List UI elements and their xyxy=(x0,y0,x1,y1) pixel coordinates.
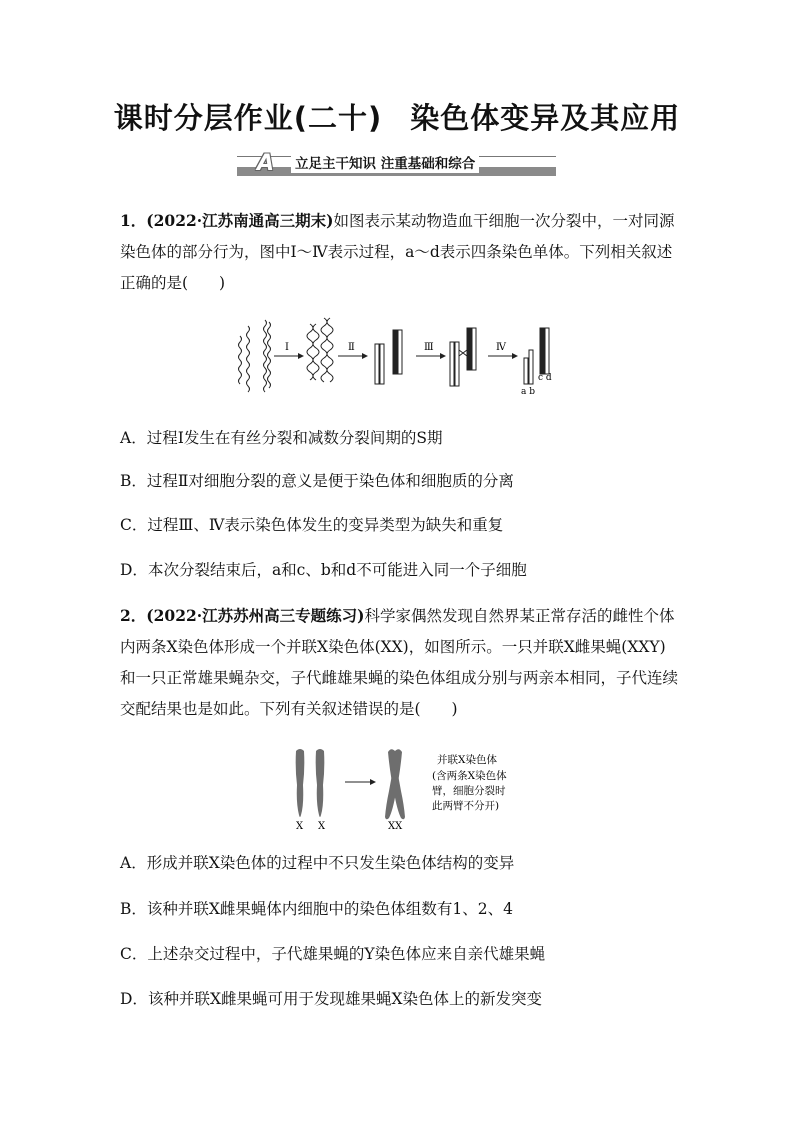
arrow-3-head-icon xyxy=(440,353,446,359)
stage-condensed xyxy=(375,330,402,384)
option-label: C． xyxy=(120,945,148,963)
option-text: 该种并联X雌果蝇可用于发现雄果蝇X染色体上的新发突变 xyxy=(147,990,543,1008)
question-2-number: 2． xyxy=(120,606,147,625)
question-2 xyxy=(120,600,680,725)
option-text: 本次分裂结束后，a和c、b和d不可能进入同一个子细胞 xyxy=(147,561,527,579)
question-2-option-b[interactable] xyxy=(120,899,513,919)
figure-chromosome-process xyxy=(230,312,565,404)
question-1-stem: 如图表示某动物造血干细胞一次分裂中，一对同源染色体的部分行为，图中Ⅰ～Ⅳ表示过程，a～d表示四条染色单体。下列相关叙述正确的是( ) xyxy=(120,212,675,292)
step-label-1: Ⅰ xyxy=(285,342,289,353)
step-label-2: Ⅱ xyxy=(348,342,355,353)
title-topic: 染色体变异及其应用 xyxy=(410,101,681,135)
xx-label: XX xyxy=(388,821,403,832)
step-label-4: Ⅳ xyxy=(496,342,506,353)
stage-chromatin xyxy=(239,320,271,392)
page-title xyxy=(0,96,794,137)
option-label: C． xyxy=(120,516,148,534)
caption-line-4: 此两臂不分开) xyxy=(432,800,500,812)
option-text: 该种并联X雌果蝇体内细胞中的染色体组数有1、2、4 xyxy=(146,900,514,918)
question-1-option-a[interactable] xyxy=(120,428,442,448)
question-2-source: (2022·江苏苏州高三专题练习) xyxy=(146,606,365,625)
question-2-option-a[interactable] xyxy=(120,853,514,873)
question-2-option-d[interactable] xyxy=(120,989,542,1009)
option-text: 过程Ⅰ发生在有丝分裂和减数分裂间期的S期 xyxy=(146,429,443,447)
section-banner xyxy=(237,153,556,176)
option-text: 形成并联X染色体的过程中不只发生染色体结构的变异 xyxy=(146,854,515,872)
banner-text: 立足主干知识 注重基础和综合 xyxy=(291,155,479,173)
figure-attached-x xyxy=(285,745,520,835)
question-2-stem: 科学家偶然发现自然界某正常存活的雌性个体内两条X染色体形成一个并联X染色体(XX)，如图所示。一只并联X雌果蝇(XXY)和一只正常雄果蝇杂交，子代雌雄果蝇的染色体组成分别与两亲本相同，子代连续交配结果也是如此。下列有关叙述错误的是( ) xyxy=(120,607,679,718)
question-1-option-d[interactable] xyxy=(120,560,527,580)
caption-line-3: 臂，细胞分裂时 xyxy=(432,785,506,797)
option-label: A． xyxy=(120,854,147,872)
option-label: B． xyxy=(120,472,147,490)
option-text: 上述杂交过程中，子代雄果蝇的Y染色体应来自亲代雄果蝇 xyxy=(147,945,546,963)
x-label-2: X xyxy=(318,821,326,832)
arrow-2-head-icon xyxy=(362,353,368,359)
question-1-number: 1． xyxy=(120,211,147,230)
title-main: 课时分层作业(二十) xyxy=(113,101,383,135)
question-1-option-c[interactable] xyxy=(120,515,503,535)
section-a-icon: A xyxy=(257,151,275,176)
arrow-head-icon xyxy=(370,779,376,785)
arrow-1-head-icon xyxy=(298,353,304,359)
stage-replicated xyxy=(307,318,333,382)
step-label-3: Ⅲ xyxy=(424,342,434,353)
question-1 xyxy=(120,205,680,299)
normal-x-chromosomes xyxy=(296,749,325,817)
option-label: D． xyxy=(120,990,148,1008)
attached-x-chromosome xyxy=(385,749,405,819)
option-label: D． xyxy=(120,561,148,579)
option-label: A． xyxy=(120,429,147,447)
chromatid-label-cd: c d xyxy=(538,373,552,383)
question-2-option-c[interactable] xyxy=(120,944,545,964)
question-1-option-b[interactable] xyxy=(120,471,514,491)
caption-line-2: (含两条X染色体 xyxy=(432,770,507,782)
option-text: 过程Ⅱ对细胞分裂的意义是便于染色体和细胞质的分离 xyxy=(146,472,514,490)
caption-line-1: 并联X染色体 xyxy=(437,754,497,766)
arrow-4-head-icon xyxy=(512,353,518,359)
option-label: B． xyxy=(120,900,147,918)
question-1-source: (2022·江苏南通高三期末) xyxy=(146,211,334,230)
x-label-1: X xyxy=(296,821,304,832)
option-text: 过程Ⅲ、Ⅳ表示染色体发生的变异类型为缺失和重复 xyxy=(147,516,504,534)
stage-exchange xyxy=(450,328,476,386)
chromatid-label-ab: a b xyxy=(521,387,535,397)
